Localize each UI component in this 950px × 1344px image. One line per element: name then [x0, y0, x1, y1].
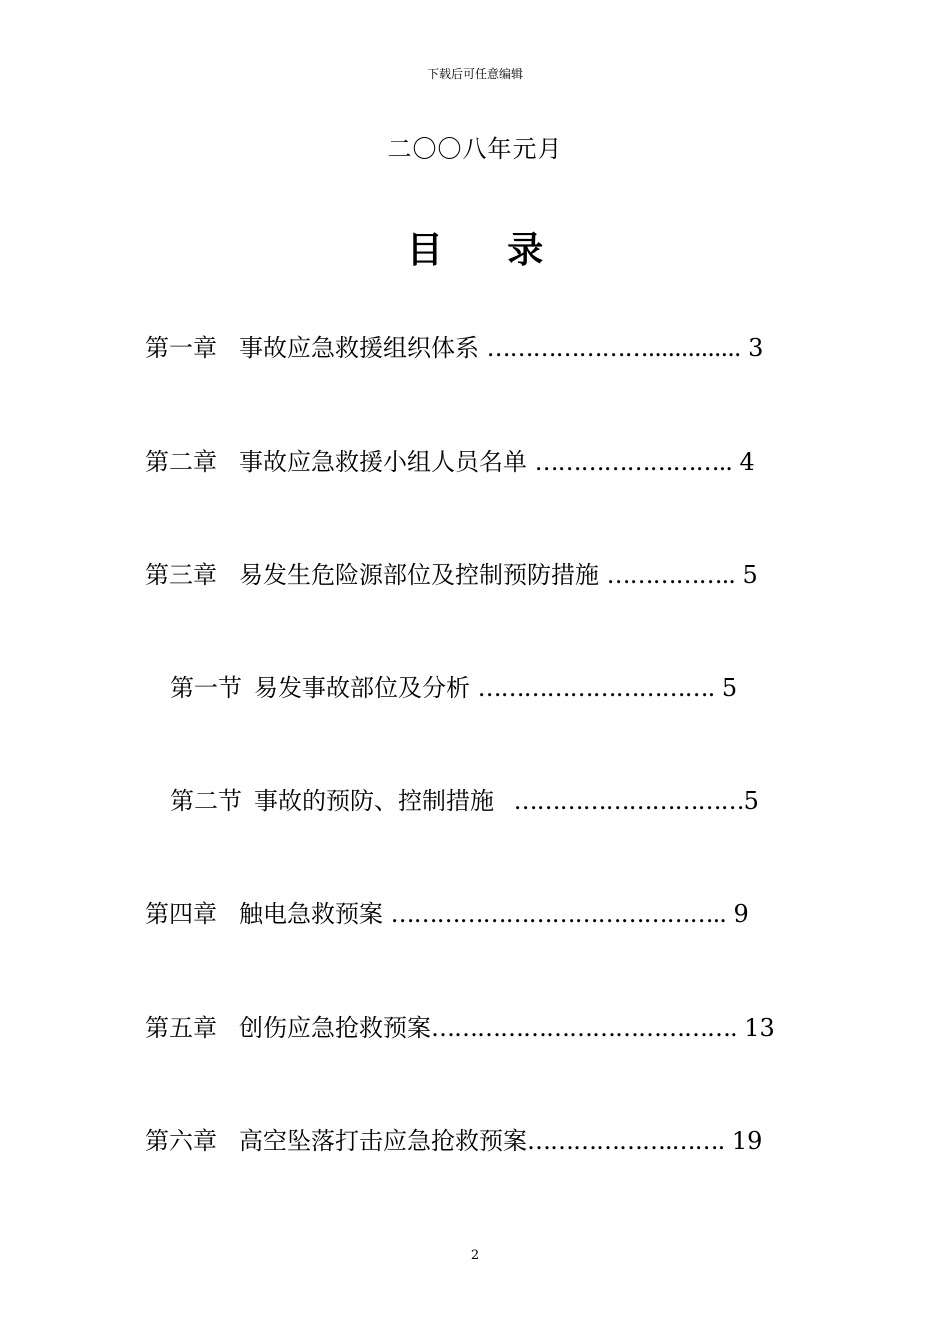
- toc-entry-title: 创伤应急抢救预案: [239, 1014, 431, 1042]
- toc-entry-prefix: 第二节: [170, 787, 242, 815]
- toc-entry-title: 易发生危险源部位及控制预防措施: [239, 561, 599, 589]
- toc-entry-page: 5: [742, 561, 758, 589]
- toc-entry-prefix: 第六章: [145, 1127, 217, 1155]
- toc-entry-page: 4: [739, 448, 755, 476]
- header-note: 下载后可任意编辑: [426, 67, 523, 81]
- page-number: 2: [470, 1248, 480, 1263]
- toc-title: 目 录: [406, 229, 570, 271]
- toc-entry-page: 3: [748, 334, 764, 362]
- toc-entry-section-1[interactable]: [170, 672, 737, 704]
- toc-entry-prefix: 第一章: [145, 334, 217, 362]
- toc-entry-chapter-4[interactable]: [145, 898, 749, 930]
- toc-entry-title: 事故的预防、控制措施: [254, 787, 494, 815]
- toc-entry-page: 13: [744, 1014, 775, 1042]
- toc-entry-chapter-5[interactable]: [145, 1012, 775, 1044]
- toc-entry-title: 易发事故部位及分析: [254, 674, 470, 702]
- toc-entry-title: 事故应急救援小组人员名单: [239, 448, 527, 476]
- toc-entry-leader: ………………………………….: [431, 1014, 737, 1042]
- toc-entry-leader: ……………………..: [534, 448, 732, 476]
- toc-entry-title: 触电急救预案: [239, 900, 383, 928]
- toc-entry-leader: ……………………………………..: [390, 900, 726, 928]
- toc-entry-page: 5: [721, 674, 738, 702]
- toc-entry-chapter-6[interactable]: [145, 1125, 762, 1157]
- toc-entry-page: 9: [733, 900, 749, 928]
- toc-entry-leader: ……………….…….: [527, 1127, 725, 1155]
- toc-entry-chapter-3[interactable]: [145, 559, 758, 591]
- toc-entry-chapter-2[interactable]: [145, 446, 755, 478]
- toc-entry-leader: …………………………: [513, 787, 744, 815]
- toc-entry-page: 19: [731, 1127, 763, 1155]
- toc-entry-leader: …………………..............: [486, 334, 741, 362]
- toc-entry-prefix: 第四章: [145, 900, 217, 928]
- toc-entry-prefix: 第一节: [170, 674, 242, 702]
- toc-entry-leader: ……………..: [606, 561, 735, 589]
- toc-entry-prefix: 第五章: [145, 1014, 217, 1042]
- toc-entry-page: 5: [743, 787, 759, 815]
- toc-entry-section-2[interactable]: [170, 785, 759, 817]
- toc-entry-chapter-1[interactable]: [145, 332, 763, 364]
- toc-entry-prefix: 第三章: [145, 561, 217, 589]
- toc-entry-title: 高空坠落打击应急抢救预案: [239, 1127, 527, 1155]
- toc-entry-title: 事故应急救援组织体系: [239, 334, 479, 362]
- toc-entry-prefix: 第二章: [145, 448, 217, 476]
- toc-entry-leader: ………………………….: [477, 674, 715, 702]
- date-line: 二〇〇八年元月: [387, 135, 563, 163]
